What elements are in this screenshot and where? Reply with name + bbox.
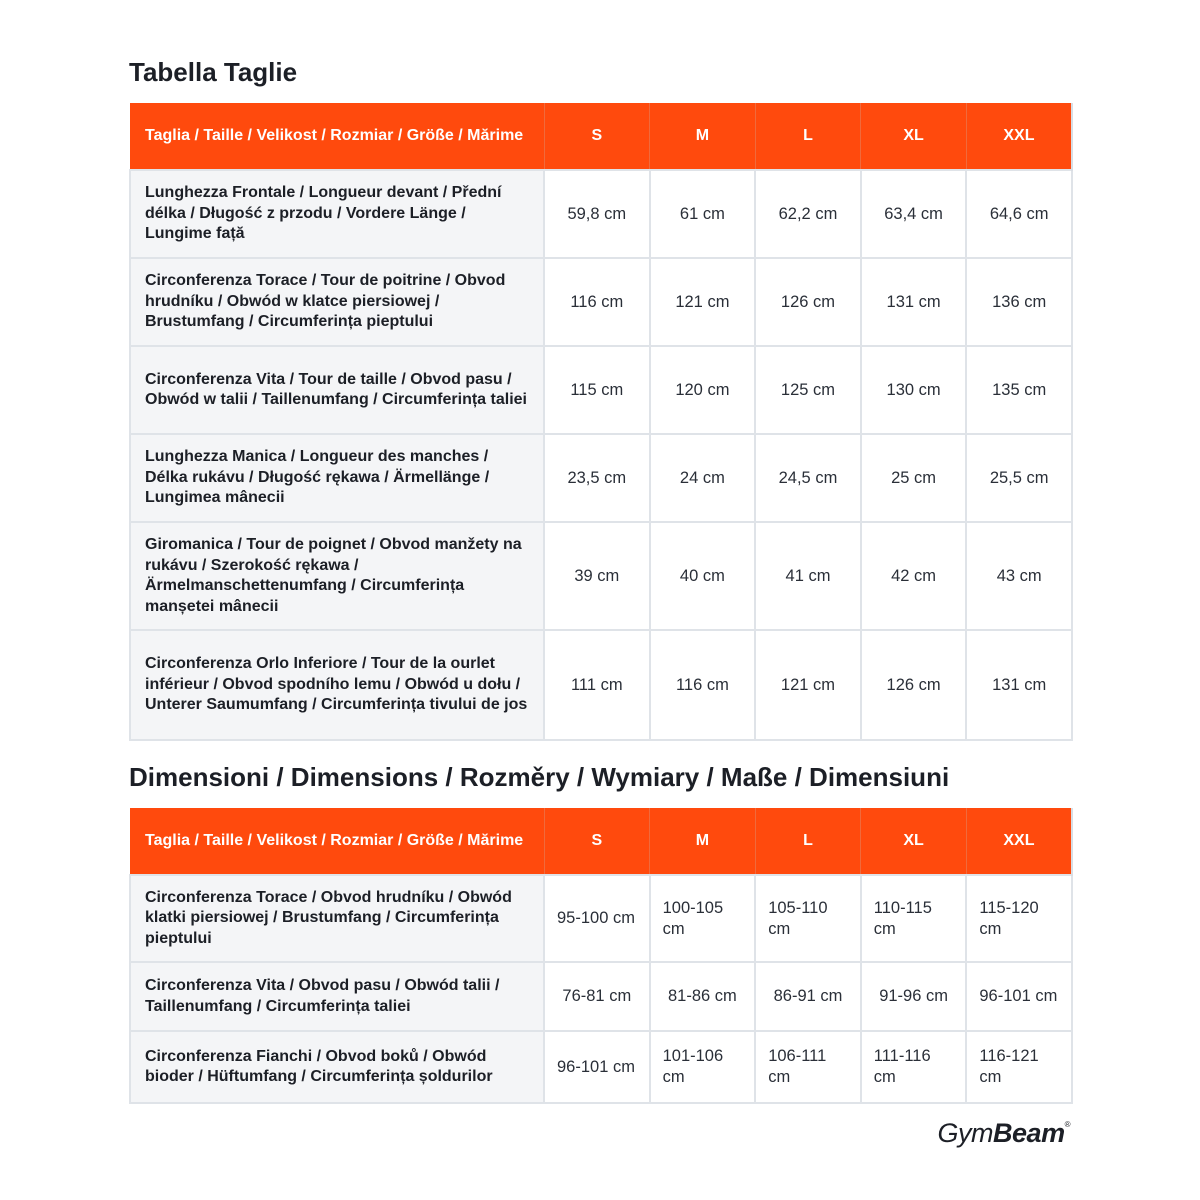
row-label: Lunghezza Manica / Longueur des manches / Délka rukávu / Długość rękawa / Ärmellänge / Lungimea mânecii bbox=[130, 434, 544, 522]
dimensions-title: Dimensioni / Dimensions / Rozměry / Wymiary / Maße / Dimensiuni bbox=[129, 762, 950, 792]
table-header-row bbox=[130, 103, 1072, 170]
row-label: Lunghezza Frontale / Longueur devant / Přední délka / Długość z przodu / Vordere Länge / Lungime față bbox=[130, 170, 544, 258]
size-column-l: L bbox=[755, 103, 861, 170]
table-cell: 126 cm bbox=[861, 630, 967, 740]
table-cell: 96-101 cm bbox=[966, 962, 1072, 1031]
table-cell: 86-91 cm bbox=[755, 962, 861, 1031]
dimensions-table bbox=[129, 808, 1073, 1104]
table-row bbox=[130, 258, 1072, 346]
row-label: Circonferenza Torace / Obvod hrudníku / Obwód klatki piersiowej / Brustumfang / Circumferința pieptului bbox=[130, 875, 544, 962]
row-label: Circonferenza Torace / Tour de poitrine / Obvod hrudníku / Obwód w klatce piersiowej / Brustumfang / Circumferința pieptului bbox=[130, 258, 544, 346]
size-column-xl: XL bbox=[861, 103, 967, 170]
table-row bbox=[130, 875, 1072, 962]
row-label: Circonferenza Orlo Inferiore / Tour de la ourlet inférieur / Obvod spodního lemu / Obwód u dołu / Unterer Saumumfang / Circumferința tivului de jos bbox=[130, 630, 544, 740]
logo-text-gym: Gym bbox=[937, 1118, 994, 1148]
table-row bbox=[130, 1031, 1072, 1103]
table-cell: 59,8 cm bbox=[544, 170, 650, 258]
table-cell: 136 cm bbox=[966, 258, 1072, 346]
table-cell: 130 cm bbox=[861, 346, 967, 434]
table-cell: 121 cm bbox=[755, 630, 861, 740]
table-cell: 64,6 cm bbox=[966, 170, 1072, 258]
table-row bbox=[130, 434, 1072, 522]
table-cell: 100-105 cm bbox=[650, 875, 756, 962]
table-cell: 101-106 cm bbox=[650, 1031, 756, 1103]
table-cell: 43 cm bbox=[966, 522, 1072, 630]
row-label: Circonferenza Vita / Obvod pasu / Obwód talii / Taillenumfang / Circumferința taliei bbox=[130, 962, 544, 1031]
table-cell: 131 cm bbox=[966, 630, 1072, 740]
table-cell: 131 cm bbox=[861, 258, 967, 346]
registered-mark: ® bbox=[1064, 1120, 1070, 1129]
table-row bbox=[130, 630, 1072, 740]
size-header-label: Taglia / Taille / Velikost / Rozmiar / Größe / Mărime bbox=[130, 103, 544, 170]
table-cell: 121 cm bbox=[650, 258, 756, 346]
table-cell: 23,5 cm bbox=[544, 434, 650, 522]
logo-text-beam: Beam bbox=[993, 1118, 1065, 1148]
table-cell: 91-96 cm bbox=[861, 962, 967, 1031]
table-cell: 24 cm bbox=[650, 434, 756, 522]
table-cell: 135 cm bbox=[966, 346, 1072, 434]
table-cell: 116-121 cm bbox=[966, 1031, 1072, 1103]
row-label: Circonferenza Vita / Tour de taille / Obvod pasu / Obwód w talii / Taillenumfang / Circumferința taliei bbox=[130, 346, 544, 434]
table-row bbox=[130, 170, 1072, 258]
size-column-s: S bbox=[544, 103, 650, 170]
row-label: Circonferenza Fianchi / Obvod boků / Obwód bioder / Hüftumfang / Circumferința șoldurilor bbox=[130, 1031, 544, 1103]
size-header-label: Taglia / Taille / Velikost / Rozmiar / Größe / Mărime bbox=[130, 808, 544, 875]
table-cell: 24,5 cm bbox=[755, 434, 861, 522]
table-cell: 40 cm bbox=[650, 522, 756, 630]
size-column-s: S bbox=[544, 808, 650, 875]
table-cell: 120 cm bbox=[650, 346, 756, 434]
size-column-m: M bbox=[650, 808, 756, 875]
table-header-row bbox=[130, 808, 1072, 875]
table-cell: 116 cm bbox=[650, 630, 756, 740]
table-cell: 105-110 cm bbox=[755, 875, 861, 962]
table-row bbox=[130, 522, 1072, 630]
table-cell: 25 cm bbox=[861, 434, 967, 522]
table-cell: 63,4 cm bbox=[861, 170, 967, 258]
table-cell: 111-116 cm bbox=[861, 1031, 967, 1103]
table-cell: 62,2 cm bbox=[755, 170, 861, 258]
gymbeam-logo bbox=[938, 1118, 1070, 1149]
table-cell: 106-111 cm bbox=[755, 1031, 861, 1103]
table-cell: 42 cm bbox=[861, 522, 967, 630]
size-column-xxl: XXL bbox=[966, 808, 1072, 875]
table-cell: 81-86 cm bbox=[650, 962, 756, 1031]
row-label: Giromanica / Tour de poignet / Obvod manžety na rukávu / Szerokość rękawa / Ärmelmanschettenumfang / Circumferința manșetei mânecii bbox=[130, 522, 544, 630]
size-column-l: L bbox=[755, 808, 861, 875]
table-cell: 111 cm bbox=[544, 630, 650, 740]
table-cell: 41 cm bbox=[755, 522, 861, 630]
table-cell: 61 cm bbox=[650, 170, 756, 258]
table-cell: 115-120 cm bbox=[966, 875, 1072, 962]
table-cell: 125 cm bbox=[755, 346, 861, 434]
table-cell: 115 cm bbox=[544, 346, 650, 434]
size-column-xl: XL bbox=[861, 808, 967, 875]
table-cell: 126 cm bbox=[755, 258, 861, 346]
table-cell: 76-81 cm bbox=[544, 962, 650, 1031]
size-chart-title: Tabella Taglie bbox=[129, 57, 298, 87]
size-column-xxl: XXL bbox=[966, 103, 1072, 170]
table-cell: 96-101 cm bbox=[544, 1031, 650, 1103]
table-cell: 116 cm bbox=[544, 258, 650, 346]
table-cell: 95-100 cm bbox=[544, 875, 650, 962]
table-cell: 25,5 cm bbox=[966, 434, 1072, 522]
table-row bbox=[130, 962, 1072, 1031]
size-column-m: M bbox=[650, 103, 756, 170]
table-cell: 110-115 cm bbox=[861, 875, 967, 962]
table-row bbox=[130, 346, 1072, 434]
table-cell: 39 cm bbox=[544, 522, 650, 630]
size-chart-table bbox=[129, 103, 1073, 741]
